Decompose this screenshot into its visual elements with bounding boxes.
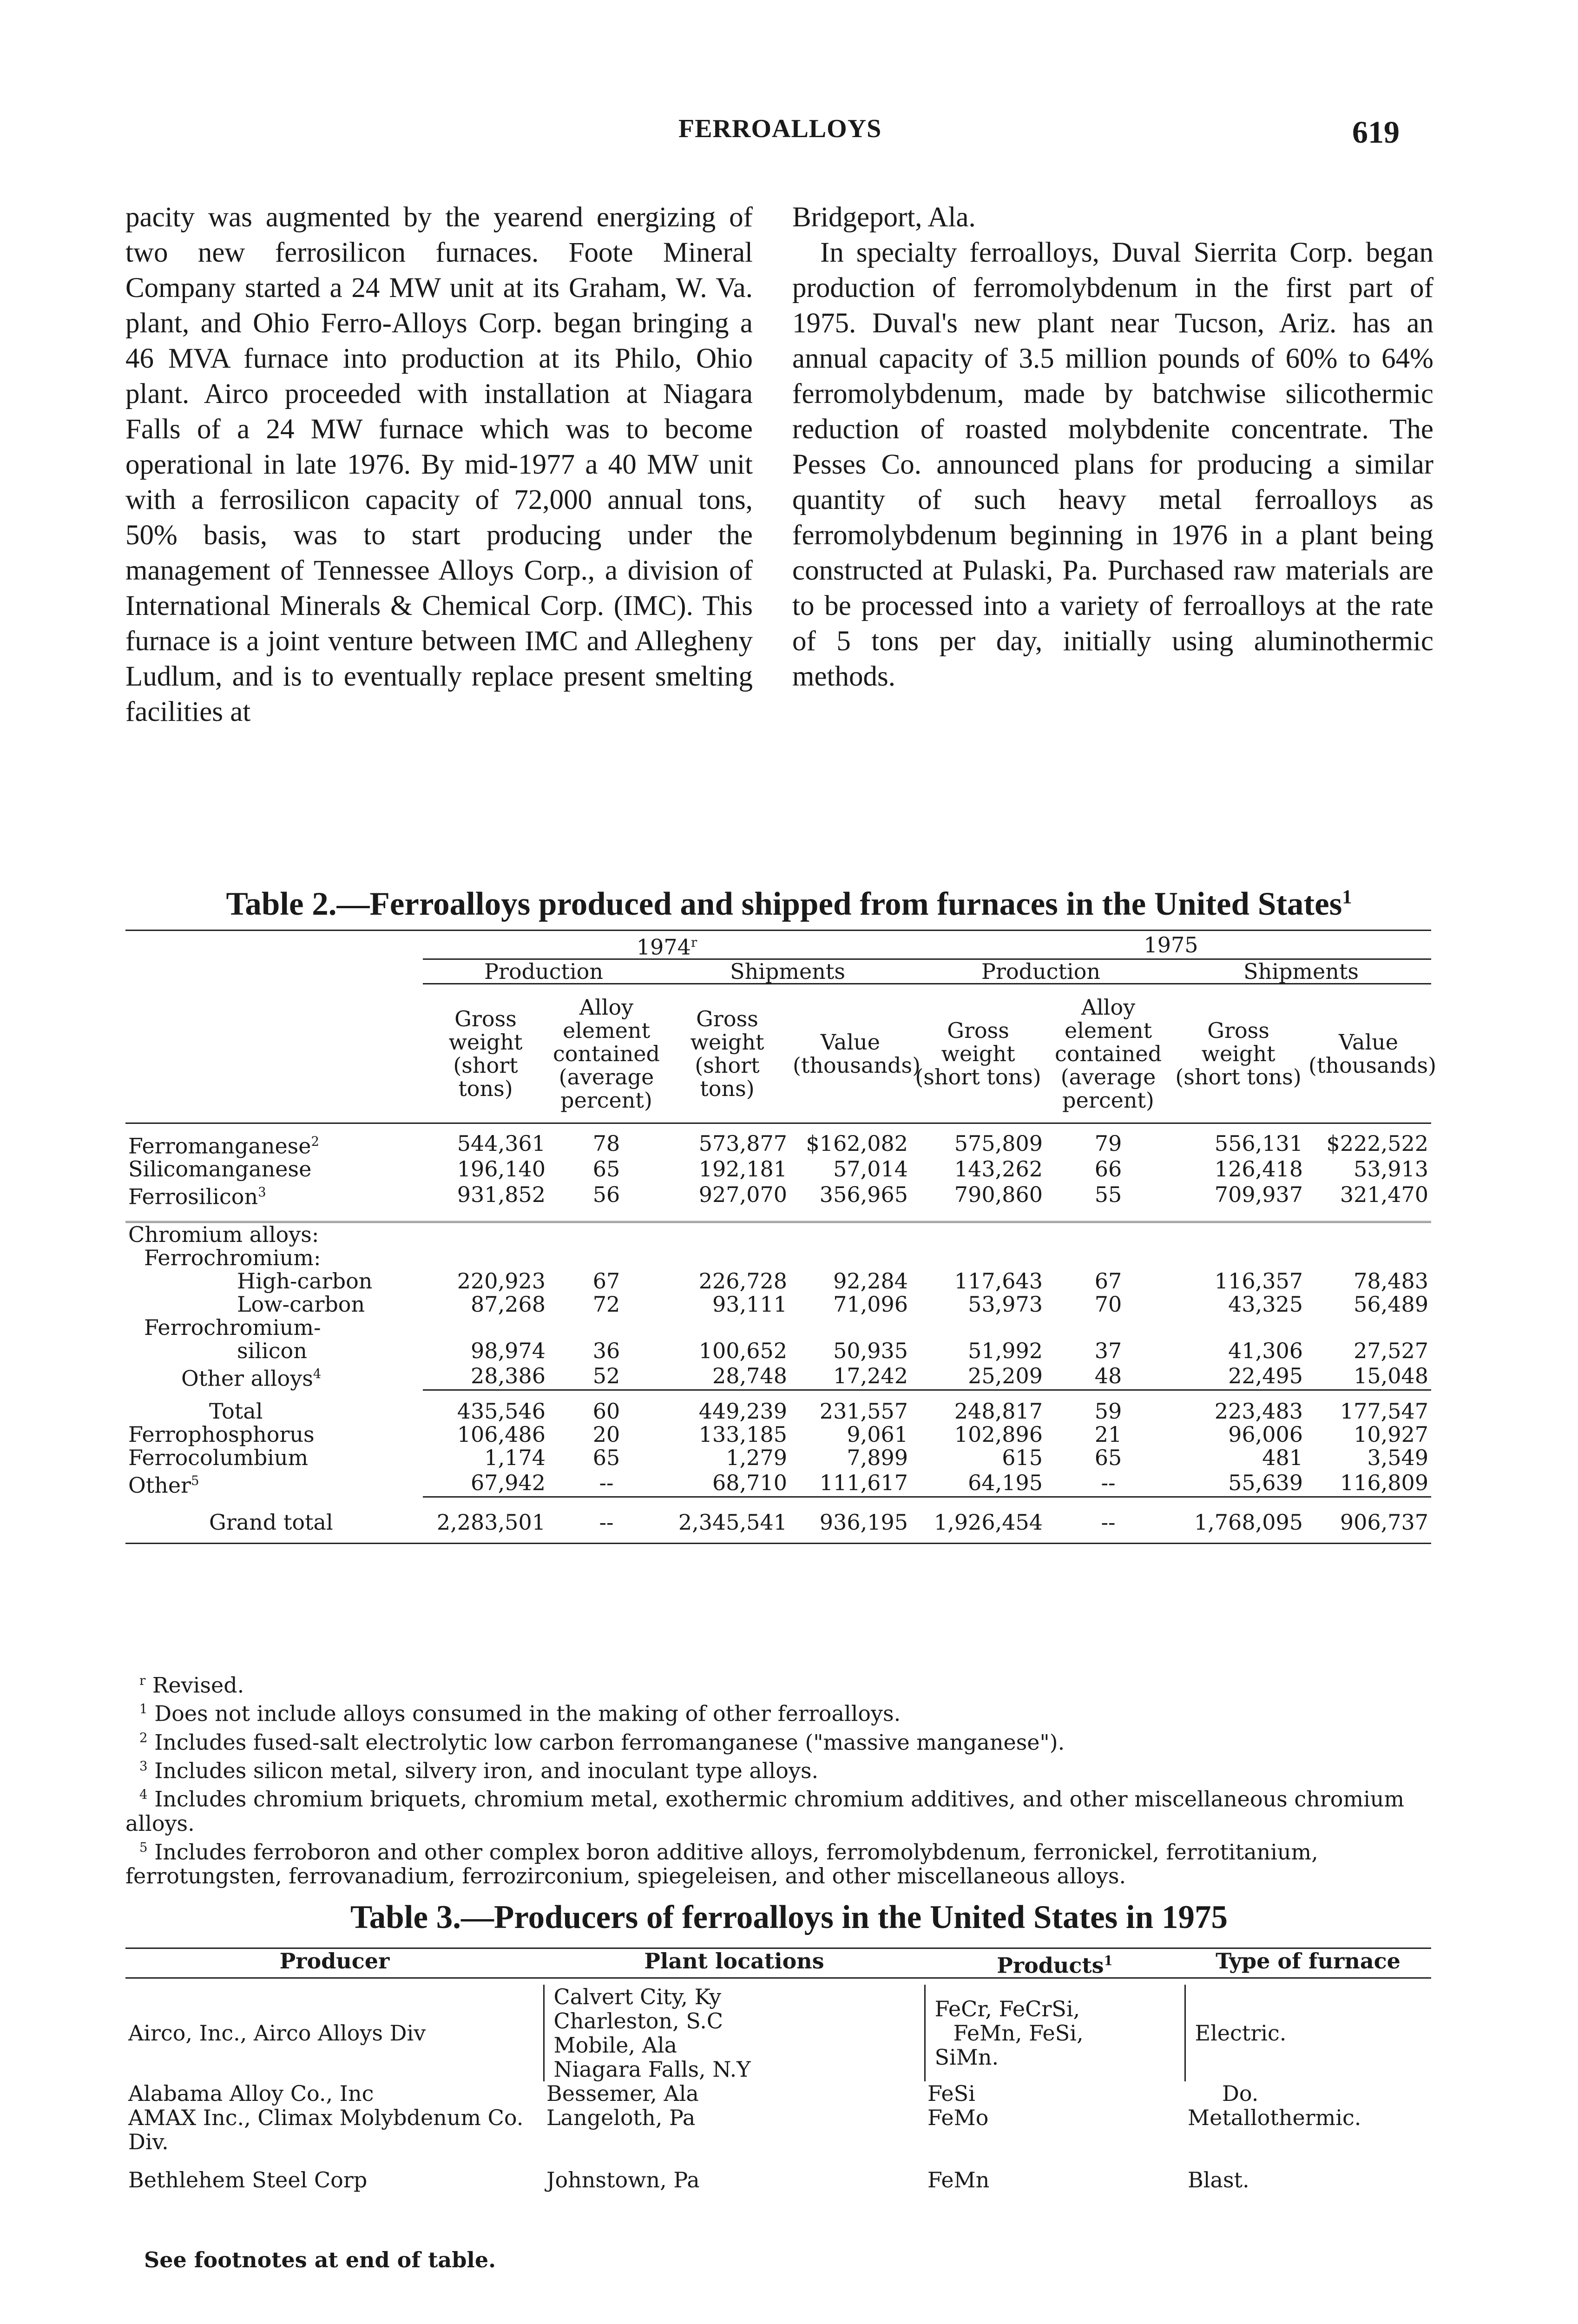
col-value: Value (thousands) (1308, 1029, 1437, 1078)
table2-title: Table 2.—Ferroalloys produced and shipped from furnaces in the United States$^1$ (226, 886, 1352, 922)
col-gross-weight: Gross weight (short tons) (915, 1017, 1041, 1089)
table-row: Airco, Inc., Airco Alloys Div Calvert City, Ky Charleston, S.C Mobile, Ala Niagara Falls, N.Y FeCr, FeCrSi, FeMn, FeSi, SiMn. Electric. (128, 1984, 1287, 2082)
production-header: Production (423, 959, 664, 984)
table3 (125, 1948, 1431, 2192)
production-header: Production (911, 959, 1171, 984)
col-gross-weight: Gross weight (short tons) (690, 1006, 764, 1101)
table-row: Grand total 2,283,501 -- 2,345,541 936,195 1,926,454 -- 1,768,095 906,737 (209, 1510, 1429, 1535)
table3-title: Table 3.—Producers of ferroalloys in the United States in 1975 (350, 1899, 1228, 1935)
table-row: Ferrocolumbium 1,174 65 1,279 7,899 615 65 481 3,549 (128, 1445, 1429, 1470)
table-row: Ferrosilicon$^3$ 931,852 56 927,070 356,965 790,860 55 709,937 321,470 (128, 1182, 1429, 1209)
table-row: Total 435,546 60 449,239 231,557 248,817 59 223,483 177,547 (209, 1398, 1429, 1424)
col-gross-weight: Gross weight (short tons) (1175, 1017, 1302, 1089)
table-row: Low-carbon 87,268 72 93,111 71,096 53,973 70 43,325 56,489 (237, 1292, 1429, 1317)
col-producer: Producer (279, 1948, 390, 1974)
table-row: Silicomanganese 196,140 65 192,181 57,014 143,262 66 126,418 53,913 (128, 1156, 1429, 1182)
table-row: Ferrophosphorus 106,486 20 133,185 9,061 102,896 21 96,006 10,927 (128, 1421, 1429, 1447)
left-paragraph: pacity was augmented by the yearend energizing of two new ferrosilicon furnaces. Foote Mineral Company started a 24 MW unit at its Graham, W. Va. plant, and Ohio Ferro-Alloys Corp. began bringing a 46 MVA furnace into production at its Philo, Ohio plant. Airco proceeded with installation at Niagara Falls of a 24 MW furnace which was to become operational in late 1976. By mid-1977 a 40 MW unit with a ferrosilicon capacity of 72,000 annual tons, 50% basis, was to start producing under the management of Tennessee Alloys Corp., a division of International Minerals & Chemical Corp. (IMC). This furnace is a joint venture between IMC and Allegheny Ludlum, and is to eventually replace present smelting facilities at (125, 202, 753, 727)
running-head: FERROALLOYS (678, 114, 882, 143)
table-row: Other$^5$ 67,942 -- 68,710 111,617 64,195 -- 55,639 116,809 (125, 1469, 1431, 1497)
col-gross-weight: Gross weight (short tons) (448, 1006, 523, 1101)
table-row: High-carbon 220,923 67 226,728 92,284 117,643 67 116,357 78,483 (237, 1268, 1429, 1294)
shipments-header: Shipments (1171, 959, 1431, 984)
col-plant-locations: Plant locations (644, 1948, 824, 1974)
table-row: AMAX Inc., Climax Molybdenum Co. Div. Langeloth, Pa FeMo Metallothermic. (128, 2105, 1361, 2154)
table-row: Ferromanganese$^2$ 544,361 78 573,877 $162,082 575,809 79 556,131 $222,522 (128, 1131, 1429, 1159)
col-products: Products$^1$ (997, 1953, 1113, 1978)
table2: 1974$^r$ 1975 Production Shipments Production Shipments Gross weight (short tons) Alloy element contained (average percent) Gross weight (short tons) Value (thousands) Gross weight (short tons) Alloy element contained (average percent) Gross weight (short tons) Value (thousands) Ferromanganese$^2$ 544,361 78 573,877 $162,082 575,809 79 556,131 $222,522 Silicomanganese 196,140 65 192,181 57,014 143,262 66 126,418 53,913 Ferrosilicon$^3$ 931,852 56 927,070 356,965 790,860 55 709,937 321,470 Chromium alloys: Ferrochromium: High-carbon 220,923 67 226,728 92,284 117,643 67 116,357 78,483 Low-carbon 87,268 72 93,111 71,096 53,973 70 43,325 56,489 Ferrochromium- silicon 98,974 36 100,652 50,935 51,992 37 41,306 27,527 Other alloys$^4$ 28,386 52 28,748 17,242 25,209 48 22,495 15,048 Total 435,546 60 449,239 231,557 248,817 59 223,483 177,547 Ferrophosphorus 106,486 20 133,185 9,061 102,896 21 96,006 10,927 Ferrocolumbium 1,174 65 1,279 7,899 615 65 481 3,549 Other$^5$ 67,942 -- 68,710 111,617 64,195 -- 55,639 116,809 Grand total 2,283,501 -- 2,345,541 936,195 1,926,454 -- 1,768,095 906,737 (125, 930, 1431, 1544)
ferrochromium-heading: Ferrochromium: (144, 1245, 321, 1271)
table-row: Other alloys$^4$ 28,386 52 28,748 17,242 25,209 48 22,495 15,048 (125, 1362, 1431, 1390)
table-row: Bethlehem Steel Corp Johnstown, Pa FeMn Blast. (128, 2167, 1249, 2192)
table-row: silicon 98,974 36 100,652 50,935 51,992 37 41,306 27,527 (237, 1338, 1429, 1364)
right-paragraph-2: In specialty ferroalloys, Duval Sierrita Corp. began production of ferromolybdenum in the first part of 1975. Duval's new plant near Tucson, Ariz. has an annual capacity of 3.5 million pounds of 60% to 64% ferromolybdenum, made by batchwise silicothermic reduction of roasted molybdenite concentrate. The Pesses Co. announced plans for producing a similar quantity of such heavy metal ferroalloys as ferromolybdenum beginning in 1976 in a plant being constructed at Pulaski, Pa. Purchased raw materials are to be processed into a variety of ferroalloys at the rate of 5 tons per day, initially using aluminothermic methods. (792, 237, 1433, 692)
table-row: Alabama Alloy Co., Inc Bessemer, Ala FeSi Do. (128, 2080, 1259, 2106)
col-alloy-element: Alloy element contained (average percent) (1055, 994, 1162, 1113)
col-value: Value (thousands) (793, 1029, 921, 1078)
ferrochromium-silicon-heading: Ferrochromium- (144, 1315, 321, 1340)
col-type-of-furnace: Type of furnace (1216, 1948, 1400, 1974)
col-alloy-element: Alloy element contained (average percent) (553, 994, 660, 1113)
right-paragraph-1: Bridgeport, Ala. (792, 202, 976, 233)
table2-footnotes: $^r$ Revised. $^1$ Does not include alloys consumed in the making of other ferroalloys. $^2$ Includes fused-salt electrolytic low carbon ferromanganese ("massive manganese"). $^3$ Includes silicon metal, silvery iron, and inoculant type alloys. $^4$ Includes chromium briquets, chromium metal, exothermic chromium additives, and other miscellaneous chromium alloys. $^5$ Includes ferroboron and other complex boron additive alloys, ferromolybdenum, ferronickel, ferrotitanium, ferrotungsten, ferrovanadium, ferrozirconium, spiegeleisen, and other miscellaneous alloys. (125, 1672, 1405, 1888)
year-1974: 1974 (636, 934, 691, 960)
see-footnotes-note: See footnotes at end of table. (144, 2247, 496, 2272)
page-header (0, 114, 1578, 151)
shipments-header: Shipments (664, 959, 911, 984)
left-column (125, 200, 753, 730)
year-1975: 1975 (911, 931, 1431, 959)
page-number: 619 (1352, 114, 1400, 150)
right-column (792, 200, 1433, 694)
chromium-heading: Chromium alloys: (128, 1222, 319, 1248)
